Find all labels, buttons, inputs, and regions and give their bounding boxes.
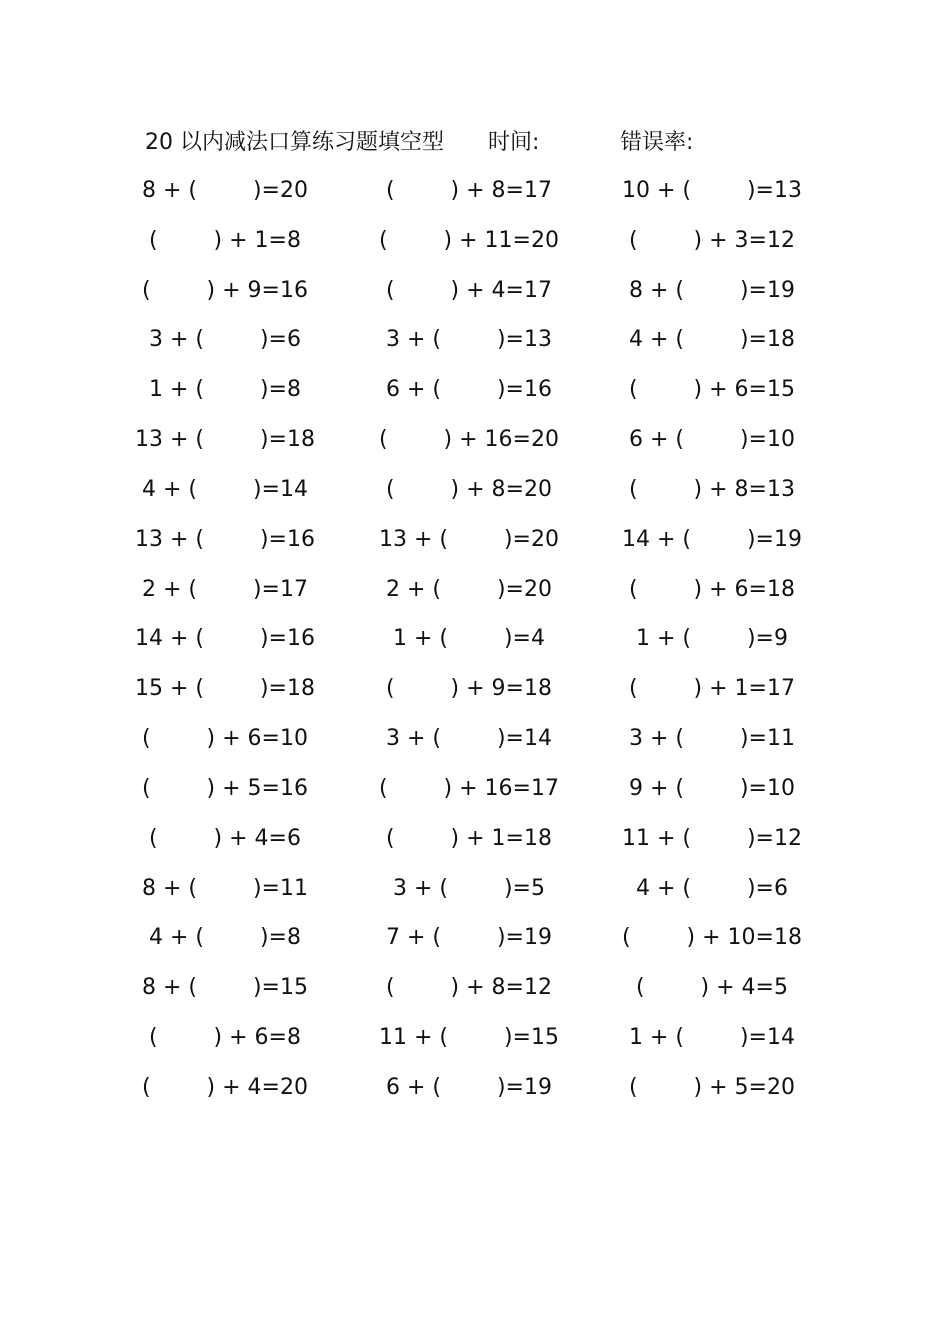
problem-row xyxy=(0,971,950,1021)
problem-item: ( ) + 5=20 xyxy=(629,1074,795,1100)
problem-item: ( ) + 9=16 xyxy=(142,277,308,303)
problem-item: ( ) + 1=8 xyxy=(149,227,301,253)
problem-row xyxy=(0,373,950,423)
problem-item: ( ) + 11=20 xyxy=(379,227,559,253)
problem-item: ( ) + 10=18 xyxy=(622,925,802,951)
problem-item: 6 + ( )=19 xyxy=(386,1074,552,1100)
problem-item: ( ) + 1=18 xyxy=(386,825,552,851)
problem-item: 7 + ( )=19 xyxy=(386,925,552,951)
time-label: 时间: xyxy=(488,130,540,155)
problem-item: ( ) + 5=16 xyxy=(142,775,308,801)
problem-item: 3 + ( )=5 xyxy=(393,875,545,901)
problem-item: ( ) + 8=12 xyxy=(386,975,552,1001)
problem-row xyxy=(0,722,950,772)
problem-row xyxy=(0,523,950,573)
problem-item: 1 + ( )=14 xyxy=(629,1025,795,1051)
problem-item: 8 + ( )=11 xyxy=(142,875,308,901)
problem-item: 13 + ( )=20 xyxy=(379,526,559,552)
problem-row xyxy=(0,573,950,623)
problem-row xyxy=(0,1071,950,1121)
problem-item: 9 + ( )=10 xyxy=(629,775,795,801)
problem-item: 4 + ( )=8 xyxy=(149,925,301,951)
problem-item: ( ) + 3=12 xyxy=(629,227,795,253)
problem-grid xyxy=(0,174,950,1121)
error-rate-label: 错误率: xyxy=(620,130,694,155)
problem-item: ( ) + 8=20 xyxy=(386,476,552,502)
problem-row xyxy=(0,274,950,324)
problem-row xyxy=(0,921,950,971)
problem-item: 8 + ( )=19 xyxy=(629,277,795,303)
problem-item: ( ) + 4=20 xyxy=(142,1074,308,1100)
problem-item: ( ) + 4=5 xyxy=(636,975,788,1001)
problem-item: 1 + ( )=4 xyxy=(393,626,545,652)
problem-item: ( ) + 16=20 xyxy=(379,427,559,453)
problem-item: 4 + ( )=6 xyxy=(636,875,788,901)
problem-item: ( ) + 6=18 xyxy=(629,576,795,602)
worksheet-header xyxy=(0,126,950,160)
problem-item: ( ) + 1=17 xyxy=(629,676,795,702)
problem-item: 11 + ( )=12 xyxy=(622,825,802,851)
problem-item: 6 + ( )=10 xyxy=(629,427,795,453)
problem-item: 3 + ( )=14 xyxy=(386,726,552,752)
problem-row xyxy=(0,423,950,473)
problem-item: 1 + ( )=9 xyxy=(636,626,788,652)
problem-item: 13 + ( )=18 xyxy=(135,427,315,453)
problem-item: ( ) + 4=17 xyxy=(386,277,552,303)
problem-row xyxy=(0,772,950,822)
problem-row xyxy=(0,872,950,922)
problem-item: 4 + ( )=14 xyxy=(142,476,308,502)
problem-item: ( ) + 8=17 xyxy=(386,178,552,203)
problem-row xyxy=(0,672,950,722)
problem-item: 8 + ( )=20 xyxy=(142,178,308,203)
problem-item: 14 + ( )=16 xyxy=(135,626,315,652)
problem-item: 4 + ( )=18 xyxy=(629,327,795,353)
problem-row xyxy=(0,1021,950,1071)
worksheet-title: 20 以内减法口算练习题填空型 xyxy=(145,130,444,155)
problem-item: ( ) + 6=15 xyxy=(629,377,795,403)
problem-item: 2 + ( )=17 xyxy=(142,576,308,602)
problem-item: ( ) + 8=13 xyxy=(629,476,795,502)
problem-item: 2 + ( )=20 xyxy=(386,576,552,602)
problem-item: ( ) + 4=6 xyxy=(149,825,301,851)
problem-item: 15 + ( )=18 xyxy=(135,676,315,702)
problem-item: ( ) + 9=18 xyxy=(386,676,552,702)
problem-row xyxy=(0,323,950,373)
problem-item: ( ) + 6=10 xyxy=(142,726,308,752)
problem-item: 3 + ( )=13 xyxy=(386,327,552,353)
problem-row xyxy=(0,174,950,224)
problem-item: 3 + ( )=6 xyxy=(149,327,301,353)
problem-row xyxy=(0,224,950,274)
problem-item: 14 + ( )=19 xyxy=(622,526,802,552)
problem-item: 1 + ( )=8 xyxy=(149,377,301,403)
problem-row xyxy=(0,622,950,672)
problem-item: 11 + ( )=15 xyxy=(379,1025,559,1051)
problem-item: 3 + ( )=11 xyxy=(629,726,795,752)
problem-row xyxy=(0,822,950,872)
problem-item: ( ) + 6=8 xyxy=(149,1025,301,1051)
problem-item: 13 + ( )=16 xyxy=(135,526,315,552)
problem-item: 10 + ( )=13 xyxy=(622,178,802,203)
problem-row xyxy=(0,473,950,523)
problem-item: 6 + ( )=16 xyxy=(386,377,552,403)
problem-item: ( ) + 16=17 xyxy=(379,775,559,801)
problem-item: 8 + ( )=15 xyxy=(142,975,308,1001)
